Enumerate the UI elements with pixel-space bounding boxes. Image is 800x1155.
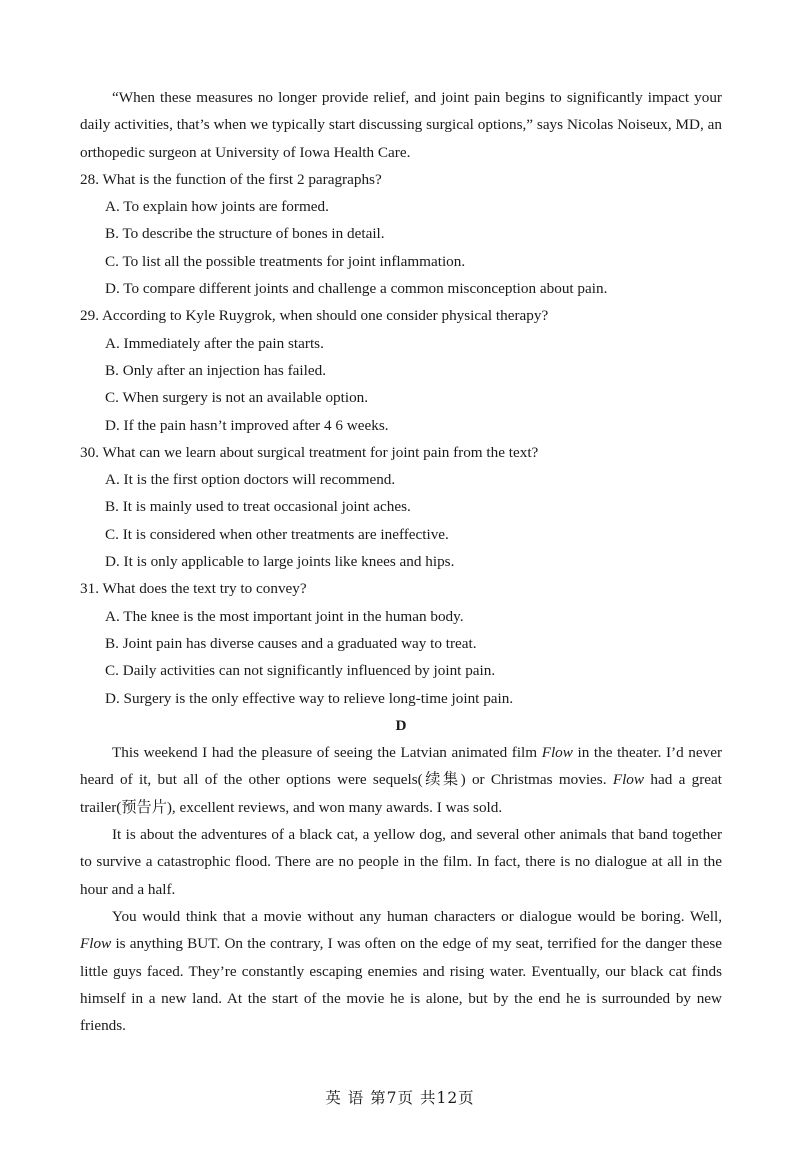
option-d: D. If the pain hasn’t improved after 4 6 weeks. — [105, 416, 389, 434]
paragraph-text: had a great trailer(预告片), excellent reviews, and won many awards. I was sold. — [80, 771, 722, 816]
option-b: B. Only after an injection has failed. — [105, 361, 326, 379]
option-list — [80, 193, 722, 302]
film-title: Flow — [612, 771, 645, 789]
option-a: A. It is the first option doctors will recommend. — [105, 471, 396, 489]
film-title: Flow — [80, 935, 112, 953]
option-b: B. To describe the structure of bones in detail. — [105, 225, 385, 243]
paragraph-text: in the theater. I’d never heard of it, but all of the other options were sequels(续集) or Christmas movies. — [80, 744, 722, 789]
option-c: C. To list all the possible treatments for joint inflammation. — [105, 252, 466, 270]
option-c: C. When surgery is not an available option. — [105, 389, 369, 407]
paragraph-text: You would think that a movie without any human characters or dialogue would be boring. Well, — [112, 907, 722, 925]
option-a: A. Immediately after the pain starts. — [105, 334, 324, 352]
question-stem: 30. What can we learn about surgical treatment for joint pain from the text? — [80, 443, 539, 461]
page-footer: 英 语 第7页 共12页 — [325, 1089, 475, 1107]
passage-d-paragraph-3 — [80, 903, 722, 1039]
passage-d-paragraph-2: It is about the adventures of a black cat, a yellow dog, and several other animals that band together to survive a catastrophic flood. There are no people in the film. In fact, there is no dialogue at all in the hour and a half. — [80, 826, 722, 898]
option-list — [80, 603, 722, 712]
option-d: D. Surgery is the only effective way to relieve long-time joint pain. — [105, 689, 514, 707]
paragraph-text: This weekend I had the pleasure of seeing the Latvian animated film — [112, 744, 542, 762]
film-title: Flow — [541, 744, 573, 762]
option-c: C. It is considered when other treatments are ineffective. — [105, 525, 449, 543]
option-d: D. To compare different joints and challenge a common misconception about pain. — [105, 280, 608, 298]
question-30 — [80, 439, 722, 575]
question-stem: 28. What is the function of the first 2 paragraphs? — [80, 170, 382, 188]
question-29 — [80, 302, 722, 438]
passage-d-paragraph-1 — [80, 739, 722, 821]
option-list — [80, 330, 722, 439]
exam-page-content — [80, 84, 722, 1039]
question-28 — [80, 166, 722, 302]
intro-paragraph: “When these measures no longer provide relief, and joint pain begins to significantly impact your daily activities, that’s when we typically start discussing surgical options,” says Nicolas Noiseux, MD, an orthopedic surgeon at University of Iowa Health Care. — [80, 89, 722, 161]
question-stem: 31. What does the text try to convey? — [80, 580, 307, 598]
option-b: B. It is mainly used to treat occasional joint aches. — [105, 498, 411, 516]
option-a: A. To explain how joints are formed. — [105, 198, 329, 216]
option-d: D. It is only applicable to large joints like knees and hips. — [105, 553, 455, 571]
paragraph-text: is anything BUT. On the contrary, I was often on the edge of my seat, terrified for the danger these little guys faced. They’re constantly escaping enemies and rising water. Eventually, our black cat finds himself in a new land. At the start of the movie he is alone, but by the end he is surrounded by new friends. — [80, 935, 722, 1035]
option-a: A. The knee is the most important joint in the human body. — [105, 607, 464, 625]
option-c: C. Daily activities can not significantly influenced by joint pain. — [105, 662, 496, 680]
question-31 — [80, 575, 722, 711]
section-heading-d: D — [395, 716, 407, 734]
option-b: B. Joint pain has diverse causes and a graduated way to treat. — [105, 634, 477, 652]
question-stem: 29. According to Kyle Ruygrok, when should one consider physical therapy? — [80, 307, 549, 325]
option-list — [80, 466, 722, 575]
